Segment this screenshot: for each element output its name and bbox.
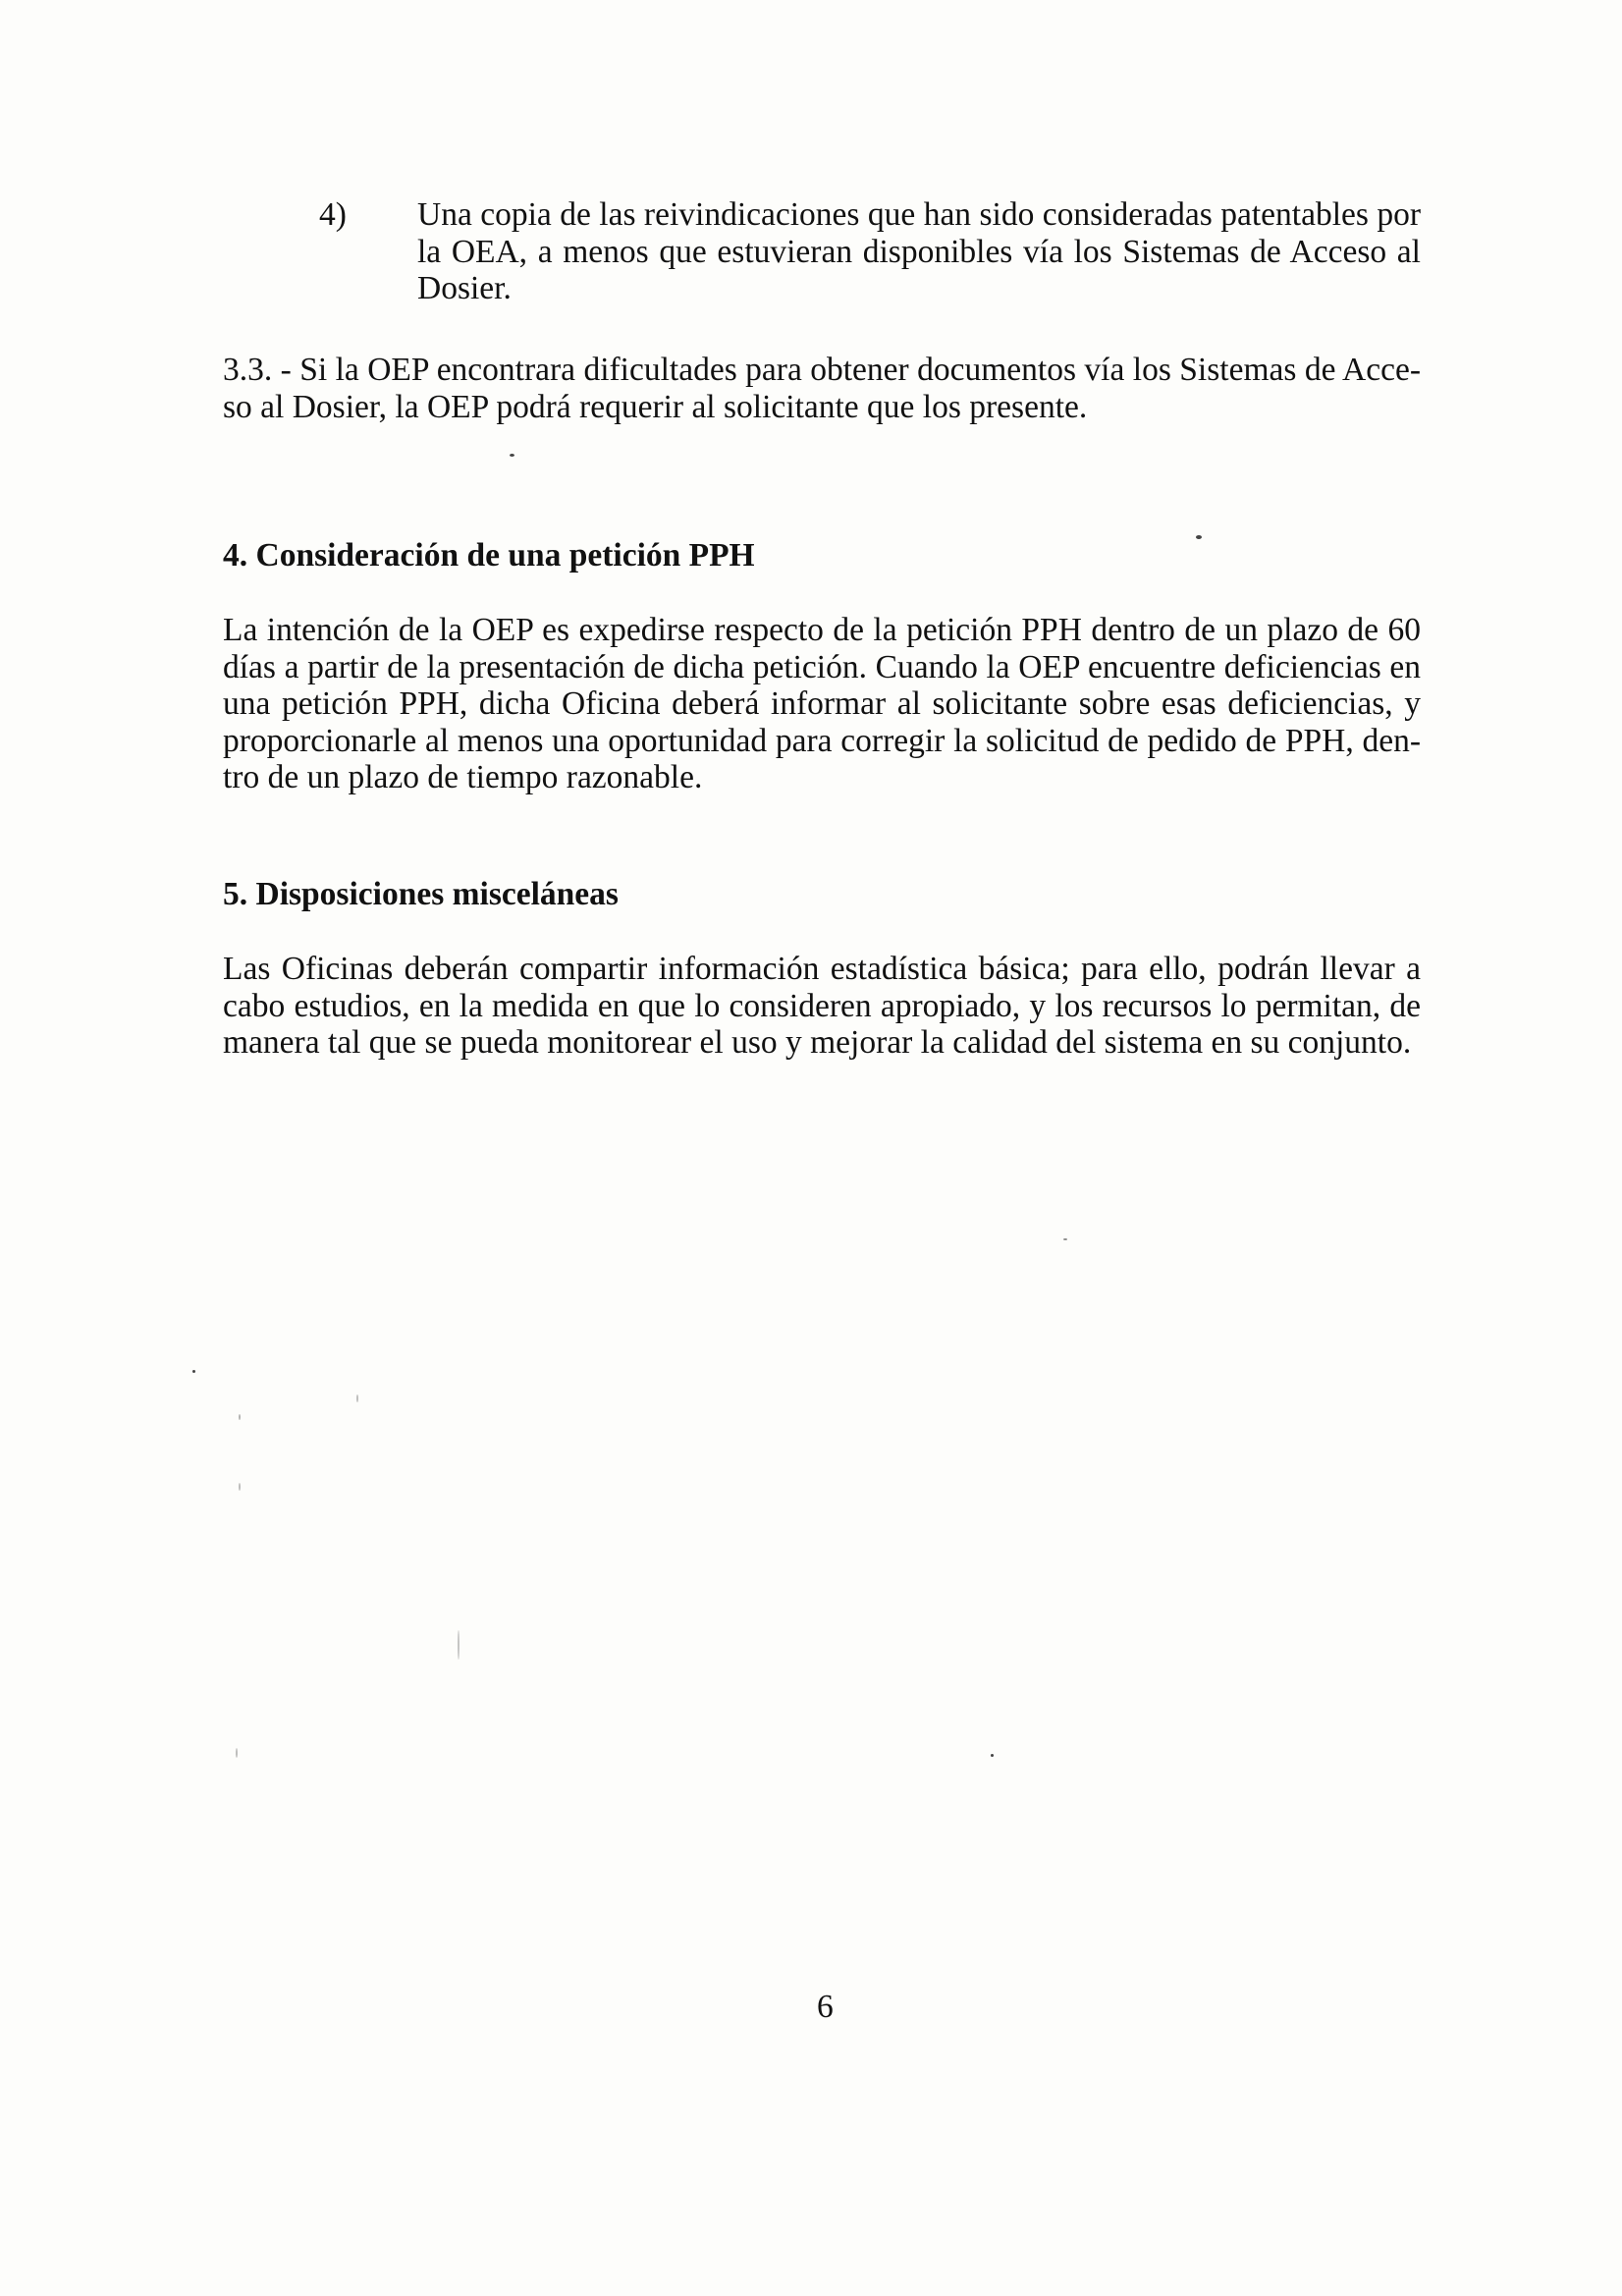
list-item-number: 4) xyxy=(319,196,347,233)
scan-speck xyxy=(510,454,514,457)
scan-speck xyxy=(991,1754,994,1757)
scan-speck xyxy=(236,1748,238,1758)
list-item-text: Una copia de las reivindicaciones que han sido consideradas patentables por la OEA, a menos que estuvieran disponibles vía los Sistemas de Acceso al Dosier. xyxy=(417,196,1421,306)
scan-speck xyxy=(356,1394,358,1402)
scan-speck xyxy=(192,1370,195,1373)
paragraph-3-3: 3.3. - Si la OEP encontrara dificultades para obtener documentos vía los Sistemas de Acce-so al Dosier, la OEP podrá requerir al solicitante que los presente. xyxy=(223,352,1421,425)
page-number: 6 xyxy=(817,1989,834,2025)
scan-speck xyxy=(458,1630,460,1660)
scan-speck xyxy=(1063,1238,1067,1240)
scan-speck xyxy=(239,1483,241,1491)
section-5-body: Las Oficinas deberán compartir información estadística básica; para ello, podrán llevar a cabo estudios, en la medida en que lo consideren apropiado, y los recursos lo permitan, de manera tal que se pueda monitorear el uso y mejorar la calidad del sistema en su conjunto. xyxy=(223,951,1421,1061)
section-4-body: La intención de la OEP es expedirse respecto de la petición PPH dentro de un plazo de 60 días a partir de la presentación de dicha petición. Cuando la OEP encuentre deficiencias en una petición PPH, dicha Oficina deberá informar al solicitante sobre esas deficiencias, y proporcionarle al menos una oportunidad para corregir la solicitud de pedido de PPH, den-tro de un plazo de tiempo razonable. xyxy=(223,612,1421,795)
section-5-heading: 5. Disposiciones misceláneas xyxy=(223,876,619,912)
scan-speck xyxy=(239,1414,241,1420)
section-4-heading: 4. Consideración de una petición PPH xyxy=(223,537,755,574)
scan-speck xyxy=(1196,535,1202,539)
